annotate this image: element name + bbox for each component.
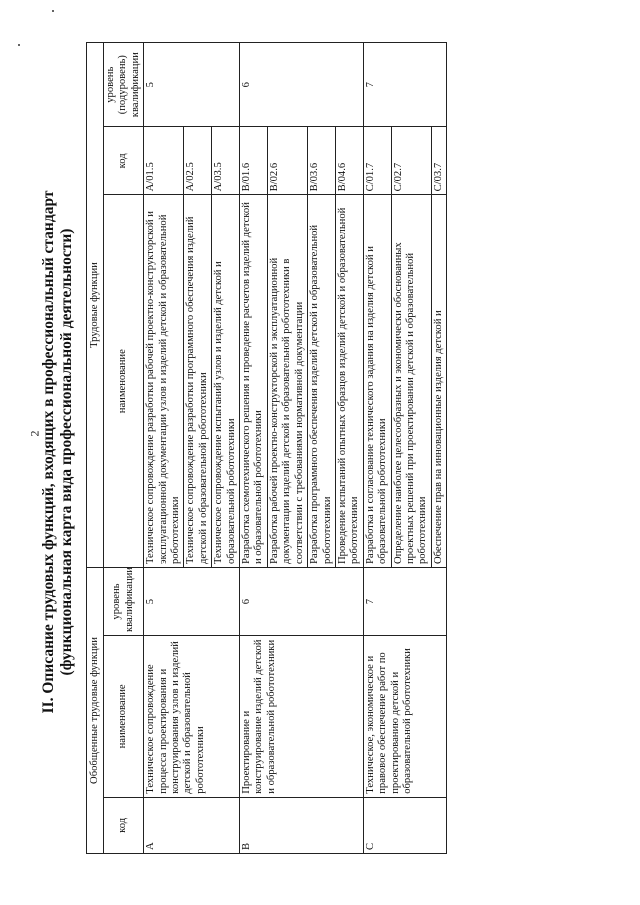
function-code: B/01.6 [240, 127, 268, 195]
group-name: Техническое сопровождение процесса проектирования и конструирования узлов и изделий детской и образовательной робототехники [144, 636, 240, 798]
function-level: 7 [363, 43, 446, 127]
table-row [144, 43, 184, 854]
function-code: C/02.7 [391, 127, 431, 195]
function-code: C/01.7 [363, 127, 391, 195]
scan-speck [52, 10, 54, 12]
header-name: наименование [104, 636, 144, 798]
function-name: Разработка рабочей проектно-конструкторской и эксплуатационной документации изделий детской и образовательной робототехники в соответствии с требованиями нормативной документации [267, 195, 307, 568]
function-name: Обеспечение прав на инновационные изделия детской и [431, 195, 446, 568]
header-labor-functions: Трудовые функции [87, 43, 104, 568]
header-level: уровень квалификации [104, 568, 144, 636]
function-name: Разработка схемотехнического решения и проведение расчетов изделий детской и образовательной робототехники [240, 195, 268, 568]
function-name: Техническое сопровождение разработки программного обеспечения изделий детской и образовательной робототехники [184, 195, 212, 568]
functional-map-table [86, 42, 447, 854]
group-level: 5 [144, 568, 240, 636]
header-generalized-functions: Обобщенные трудовые функции [87, 568, 104, 854]
function-code: B/03.6 [308, 127, 336, 195]
group-code: B [240, 797, 364, 853]
header-tf-level: уровень (подуровень) квалификации [104, 43, 144, 127]
function-code: A/02.5 [184, 127, 212, 195]
function-name: Проведение испытаний опытных образцов изделий детской и образовательной робототехники [335, 195, 363, 568]
function-code: A/01.5 [144, 127, 184, 195]
function-level: 6 [240, 43, 364, 127]
function-code: C/03.7 [431, 127, 446, 195]
group-header-row [87, 43, 104, 854]
function-code: B/04.6 [335, 127, 363, 195]
scan-speck [18, 44, 20, 46]
function-code: B/02.6 [267, 127, 307, 195]
title-line-1: II. Описание трудовых функций, входящих в профессиональный стандарт [40, 190, 57, 714]
section-title [40, 42, 76, 862]
table-row [363, 43, 391, 854]
function-name: Техническое сопровождение испытаний узлов и изделий детской и образовательной робототехники [212, 195, 240, 568]
header-tf-name: наименование [104, 195, 144, 568]
group-name: Проектирование и конструирование изделий детской и образовательной робототехники [240, 636, 364, 798]
page-number: 2 [27, 430, 42, 437]
function-code: A/03.5 [212, 127, 240, 195]
group-code: A [144, 797, 240, 853]
group-level: 7 [363, 568, 446, 636]
function-name: Разработка и согласование технического задания на изделия детской и образовательной робототехники [363, 195, 391, 568]
header-tf-code: код [104, 127, 144, 195]
function-level: 5 [144, 43, 240, 127]
function-name: Техническое сопровождение разработки рабочей проектно-конструкторской и эксплуатационной документации узлов и изделий детской и образовательной робототехники [144, 195, 184, 568]
header-code: код [104, 797, 144, 853]
title-line-2: (функциональная карта вида профессиональной деятельности) [58, 228, 75, 676]
table-row [240, 43, 268, 854]
group-code: C [363, 797, 446, 853]
function-name: Разработка программного обеспечения изделий детской и образовательной робототехники [308, 195, 336, 568]
column-header-row [104, 43, 144, 854]
function-name: Определение наиболее целесообразных и экономически обоснованных проектных решений при проектировании детской и образовательной робототехники [391, 195, 431, 568]
rotated-sheet [40, 42, 600, 862]
group-level: 6 [240, 568, 364, 636]
group-name: Техническое, экономическое и правовое обеспечение работ по проектированию детской и образовательной робототехники [363, 636, 446, 798]
